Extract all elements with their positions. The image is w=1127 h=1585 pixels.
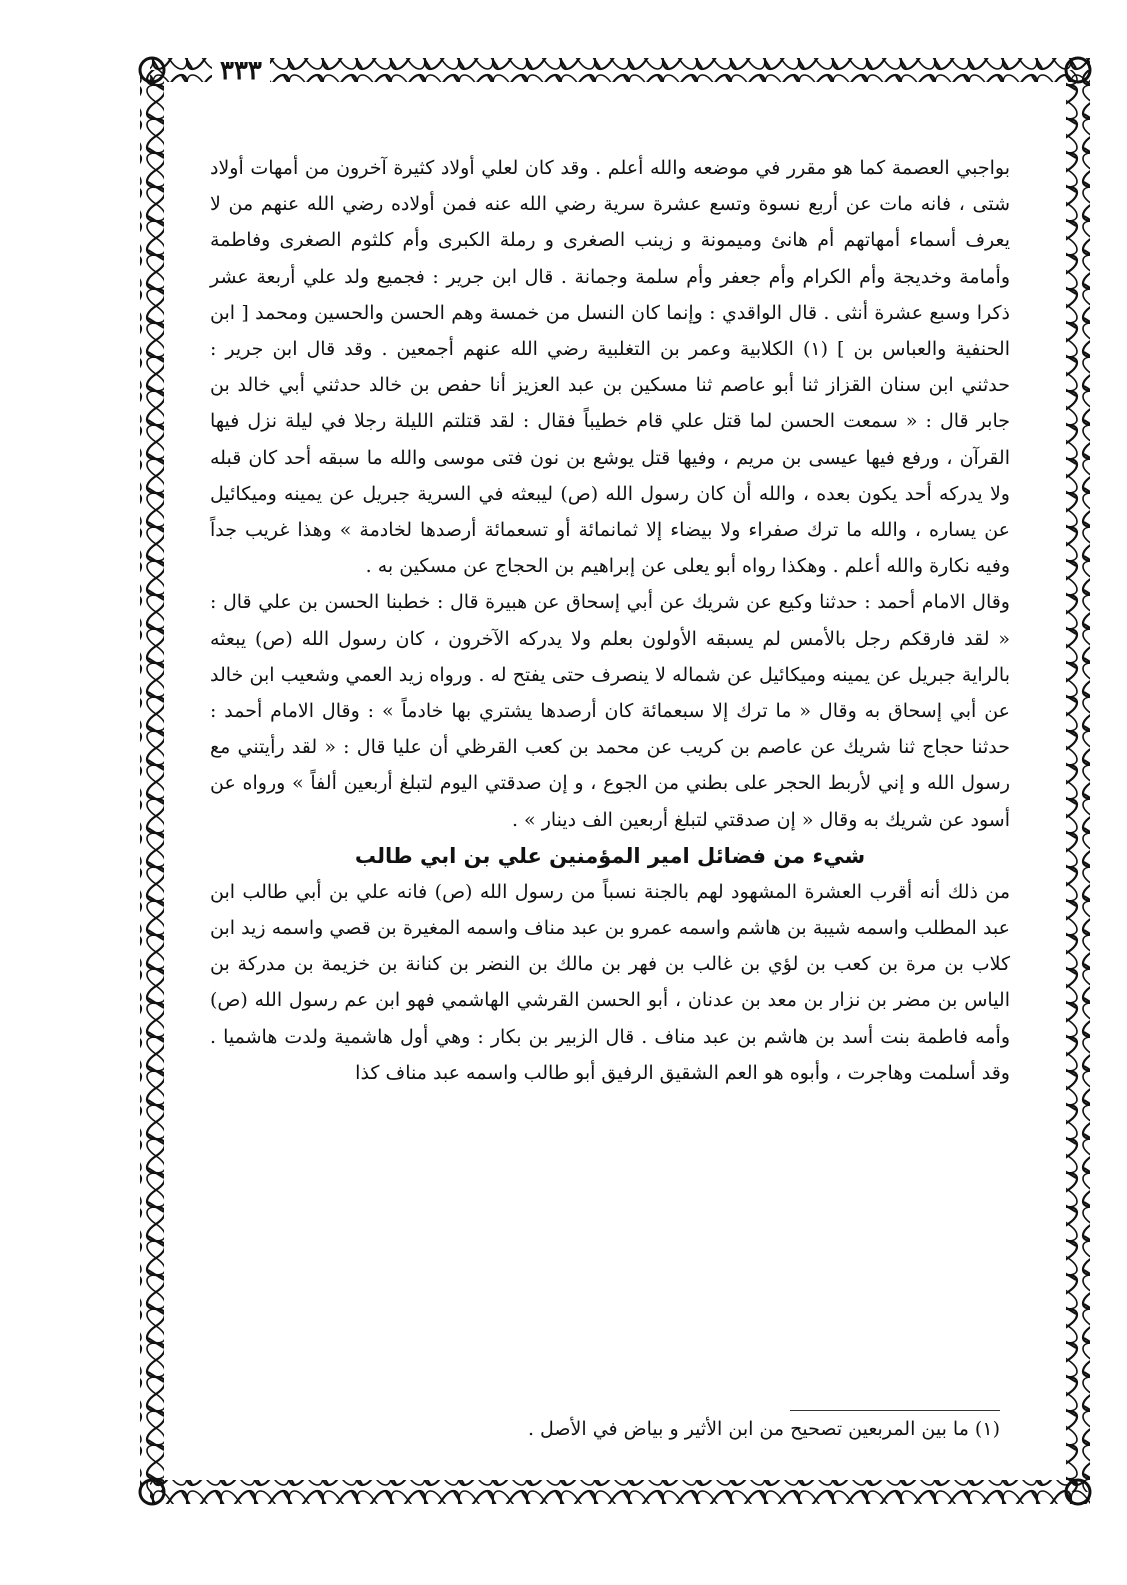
footnote-divider [790,1410,1000,1411]
paragraph: بواجبي العصمة كما هو مقرر في موضعه والله أعلم . وقد كان لعلي أولاد كثيرة آخرون من أمهات أولاد شتى ، فانه مات عن أربع نسوة وتسع عشرة سرية رضي الله عنه فمن أولاده رضي الله عنهم من لا يعرف أسماء أمهاتهم أم هانئ وميمونة و زينب الصغرى و رملة الكبرى وأم كلثوم الصغرى وفاطمة وأمامة وخديجة وأم الكرام وأم جعفر وأم سلمة وجمانة . قال ابن جرير : فجميع ولد علي أربعة عشر ذكرا وسبع عشرة أنثى . قال الواقدي : وإنما كان النسل من خمسة وهم الحسن والحسين ومحمد [ ابن الحنفية والعباس بن ] (١) الكلابية وعمر بن التغلبية رضي الله عنهم أجمعين . وقد قال ابن جرير : حدثني ابن سنان القزاز ثنا أبو عاصم ثنا مسكين بن عبد العزيز أنا حفص بن خالد حدثني أبي خالد بن جابر قال : « سمعت الحسن لما قتل علي قام خطيباً فقال : لقد قتلتم الليلة رجلا في ليلة نزل فيها القرآن ، ورفع فيها عيسى بن مريم ، وفيها قتل يوشع بن نون فتى موسى والله ما سبقه أحد كان قبله ولا يدركه أحد يكون بعده ، والله أن كان رسول الله (ص) ليبعثه في السرية جبريل عن يمينه وميكائيل عن يساره ، والله ما ترك صفراء ولا بيضاء إلا ثمانمائة أو تسعمائة أرصدها لخادمة » وهذا غريب جداً وفيه نكارة والله أعلم . وهكذا رواه أبو يعلى عن إبراهيم بن الحجاج عن مسكين به . [210,157,1010,578]
section-heading: شيء من فضائل امير المؤمنين علي بن ابي طالب [354,843,866,868]
paragraph: وقال الامام أحمد : حدثنا وكيع عن شريك عن أبي إسحاق عن هبيرة قال : خطبنا الحسن بن علي قال : « لقد فارقكم رجل بالأمس لم يسبقه الأولون بعلم ولا يدركه الآخرون ، كان رسول الله (ص) يبعثه بالراية جبريل عن يمينه وميكائيل عن شماله لا ينصرف حتى يفتح له . ورواه زيد العمي وشعيب ابن خالد عن أبي إسحاق به وقال « ما ترك إلا سبعمائة كان أرصدها يشتري بها خادماً » : وقال الامام أحمد : حدثنا حجاج ثنا شريك عن عاصم بن كريب عن محمد بن كعب القرظي أن عليا قال : « لقد رأيتني مع رسول الله و إني لأربط الحجر على بطني من الجوع ، و إن صدقتي اليوم لتبلغ أربعين ألفاً » ورواه عن أسود عن شريك به وقال « إن صدقتي لتبلغ أربعين الف دينار » . [210,591,1010,831]
body-text [210,150,1010,1091]
footnote: (١) ما بين المربعين تصحيح من ابن الأثير و بياض في الأصل . [527,1418,1000,1440]
page-number: ٣٣٣ [212,56,270,86]
section-paragraph: من ذلك أنه أقرب العشرة المشهود لهم بالجنة نسباً من رسول الله (ص) فانه علي بن أبي طالب ابن عبد المطلب واسمه شيبة بن هاشم واسمه عمرو بن عبد مناف واسمه المغيرة بن قصي واسمه زيد ابن كلاب بن مرة بن كعب بن لؤي بن غالب بن فهر بن مالك بن النضر بن كنانة بن خزيمة بن مدركة بن الياس بن مضر بن نزار بن معد بن عدنان ، أبو الحسن القرشي الهاشمي فهو ابن عم رسول الله (ص) وأمه فاطمة بنت أسد بن هاشم بن عبد مناف . قال الزبير بن بكار : وهي أول هاشمية ولدت هاشميا . وقد أسلمت وهاجرت ، وأبوه هو العم الشقيق الرفيق أبو طالب واسمه عبد مناف كذا [210,880,1010,1084]
